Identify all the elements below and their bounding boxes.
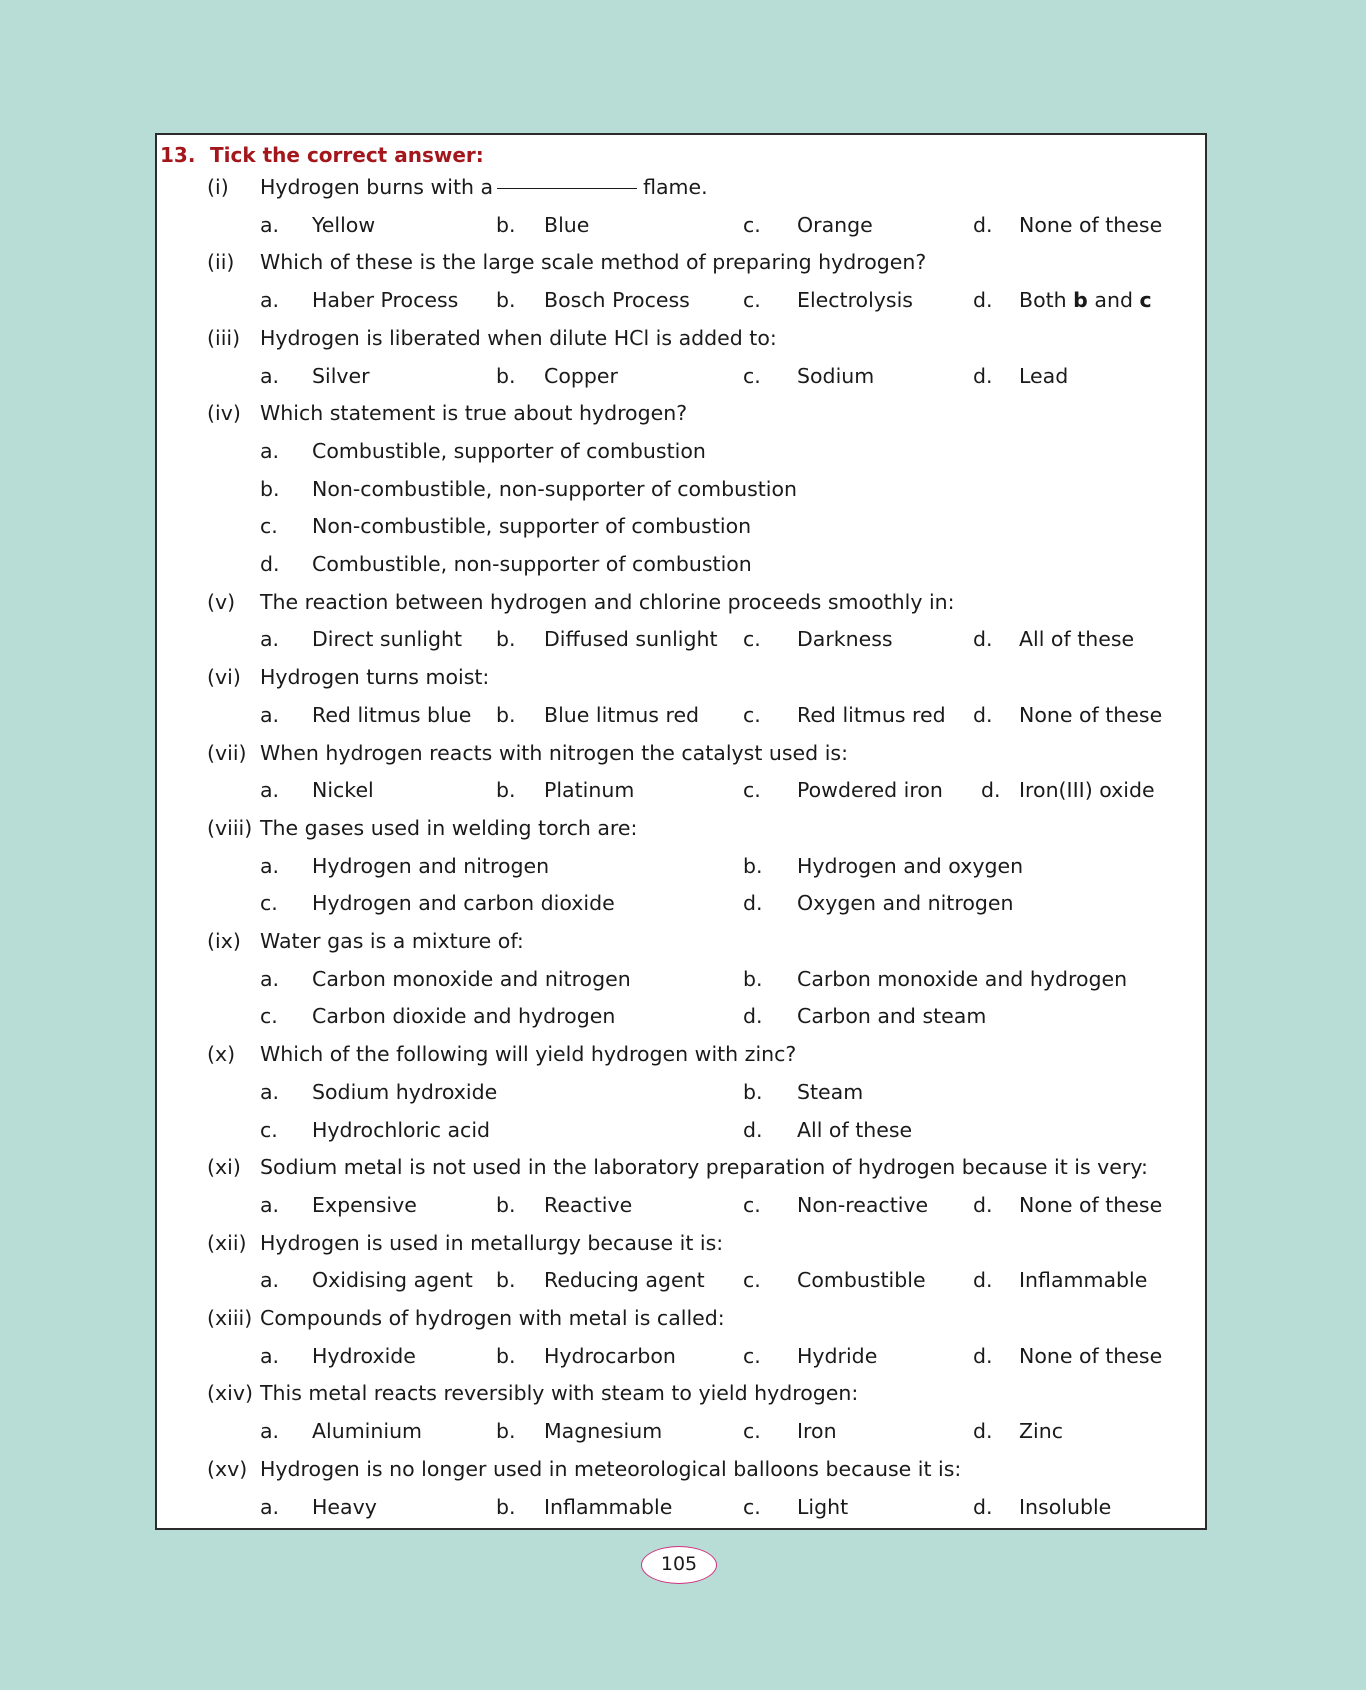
option-c[interactable]: Red litmus red bbox=[797, 702, 946, 727]
option-c[interactable]: Non-reactive bbox=[797, 1192, 929, 1217]
option-label-d: d. bbox=[973, 627, 993, 652]
option-d[interactable]: All of these bbox=[1019, 627, 1135, 652]
question-heading bbox=[160, 138, 484, 172]
options-line bbox=[157, 546, 1205, 584]
question-number: 13. bbox=[160, 143, 196, 167]
option-d-bold: b bbox=[1073, 288, 1088, 313]
question-text-part: flame. bbox=[643, 175, 708, 199]
option-c[interactable]: Carbon dioxide and hydrogen bbox=[312, 1004, 616, 1029]
question-text: Which of the following will yield hydrogen with zinc? bbox=[260, 1042, 797, 1067]
option-d-bold: c bbox=[1139, 288, 1152, 313]
options-line bbox=[157, 1338, 1205, 1376]
option-b[interactable]: Hydrogen and oxygen bbox=[797, 853, 1024, 878]
question-number: (xiii) bbox=[207, 1306, 253, 1330]
question-line bbox=[157, 659, 1205, 697]
option-label-c: c. bbox=[743, 288, 761, 313]
question-line bbox=[157, 584, 1205, 622]
option-label-d: d. bbox=[743, 1117, 763, 1142]
options-line bbox=[157, 207, 1205, 245]
question-line bbox=[157, 244, 1205, 282]
option-c[interactable]: Electrolysis bbox=[797, 288, 913, 313]
option-label-a: a. bbox=[260, 853, 280, 878]
option-label-d: d. bbox=[973, 1343, 993, 1368]
option-label-d: d. bbox=[973, 702, 993, 727]
option-label-d: d. bbox=[973, 288, 993, 313]
option-b[interactable]: Blue litmus red bbox=[544, 702, 700, 727]
option-a[interactable]: Oxidising agent bbox=[312, 1268, 473, 1293]
option-b[interactable]: Non-combustible, non-supporter of combustion bbox=[312, 476, 798, 501]
option-label-a: a. bbox=[260, 363, 280, 388]
option-d-text: Both bbox=[1019, 288, 1067, 313]
option-a[interactable]: Hydroxide bbox=[312, 1343, 416, 1368]
answer-blank bbox=[497, 187, 637, 189]
question-line bbox=[157, 1036, 1205, 1074]
option-label-a: a. bbox=[260, 288, 280, 313]
option-c[interactable]: Hydrochloric acid bbox=[312, 1117, 491, 1142]
option-c[interactable]: Light bbox=[797, 1494, 849, 1519]
option-label-b: b. bbox=[496, 1192, 516, 1217]
question-number: (xv) bbox=[207, 1456, 248, 1481]
option-label-c: c. bbox=[743, 778, 761, 803]
option-label-c: c. bbox=[260, 514, 278, 539]
option-label-b: b. bbox=[743, 966, 763, 991]
options-line bbox=[157, 998, 1205, 1036]
question-line bbox=[157, 395, 1205, 433]
option-label-c: c. bbox=[743, 1343, 761, 1368]
question-text: The gases used in welding torch are: bbox=[260, 815, 638, 840]
options-line bbox=[157, 508, 1205, 546]
option-label-b: b. bbox=[496, 288, 516, 313]
options-line bbox=[157, 1413, 1205, 1451]
option-d[interactable]: None of these bbox=[1019, 702, 1163, 727]
option-label-b: b. bbox=[496, 363, 516, 388]
option-d[interactable]: Lead bbox=[1019, 363, 1069, 388]
question-number: (ix) bbox=[207, 929, 241, 953]
question-number: (iv) bbox=[207, 401, 241, 426]
option-b[interactable]: Copper bbox=[544, 363, 618, 388]
option-label-c: c. bbox=[260, 891, 278, 916]
option-label-b: b. bbox=[496, 627, 516, 652]
option-c[interactable]: Combustible bbox=[797, 1268, 926, 1293]
option-label-c: c. bbox=[743, 627, 761, 652]
option-d[interactable]: All of these bbox=[797, 1117, 913, 1142]
page-number: 105 bbox=[641, 1546, 717, 1584]
question-number: (ii) bbox=[207, 250, 235, 275]
question-text: Compounds of hydrogen with metal is called: bbox=[260, 1306, 725, 1330]
option-a[interactable]: Heavy bbox=[312, 1494, 377, 1519]
option-c[interactable]: Non-combustible, supporter of combustion bbox=[312, 514, 752, 539]
option-label-b: b. bbox=[496, 1343, 516, 1368]
question-text: Which statement is true about hydrogen? bbox=[260, 401, 688, 426]
option-d[interactable]: None of these bbox=[1019, 1343, 1163, 1368]
question-number: (viii) bbox=[207, 815, 253, 840]
options-line bbox=[157, 1262, 1205, 1300]
question-number: (xi) bbox=[207, 1155, 241, 1180]
option-b[interactable]: Reactive bbox=[544, 1192, 633, 1217]
question-text: This metal reacts reversibly with steam to yield hydrogen: bbox=[260, 1381, 859, 1406]
option-label-a: a. bbox=[260, 438, 280, 463]
option-label-a: a. bbox=[260, 1268, 280, 1293]
question-line bbox=[157, 1451, 1205, 1489]
question-line bbox=[157, 1225, 1205, 1263]
option-label-d: d. bbox=[981, 778, 1001, 803]
option-label-b: b. bbox=[743, 1079, 763, 1104]
option-b[interactable]: Hydrocarbon bbox=[544, 1343, 676, 1368]
question-line bbox=[157, 810, 1205, 848]
option-label-c: c. bbox=[743, 1419, 761, 1444]
option-label-c: c. bbox=[743, 363, 761, 388]
question-line bbox=[157, 1375, 1205, 1413]
option-d[interactable]: Inflammable bbox=[1019, 1268, 1148, 1293]
option-label-a: a. bbox=[260, 778, 280, 803]
option-label-a: a. bbox=[260, 702, 280, 727]
option-d[interactable]: Insoluble bbox=[1019, 1494, 1112, 1519]
question-number: (i) bbox=[207, 175, 229, 199]
option-a[interactable]: Sodium hydroxide bbox=[312, 1079, 498, 1104]
option-label-b: b. bbox=[743, 853, 763, 878]
option-c[interactable]: Hydride bbox=[797, 1343, 878, 1368]
option-a[interactable]: Yellow bbox=[312, 212, 376, 237]
option-label-a: a. bbox=[260, 966, 280, 991]
option-label-d: d. bbox=[743, 1004, 763, 1029]
option-label-b: b. bbox=[260, 476, 280, 501]
options-line bbox=[157, 1112, 1205, 1150]
option-c[interactable]: Darkness bbox=[797, 627, 893, 652]
option-label-d: d. bbox=[260, 552, 280, 576]
question-number: (xii) bbox=[207, 1230, 247, 1255]
option-label-c: c. bbox=[743, 212, 761, 237]
question-line bbox=[157, 735, 1205, 773]
option-a[interactable]: Direct sunlight bbox=[312, 627, 462, 652]
option-label-b: b. bbox=[496, 1419, 516, 1444]
option-a[interactable]: Expensive bbox=[312, 1192, 417, 1217]
question-title: Tick the correct answer: bbox=[210, 143, 484, 167]
question-text: When hydrogen reacts with nitrogen the catalyst used is: bbox=[260, 740, 848, 765]
question-number: (vi) bbox=[207, 665, 241, 690]
option-d[interactable]: Carbon and steam bbox=[797, 1004, 987, 1029]
options-line bbox=[157, 282, 1205, 320]
option-b[interactable]: Steam bbox=[797, 1079, 864, 1104]
option-a[interactable]: Silver bbox=[312, 363, 370, 388]
option-d[interactable]: None of these bbox=[1019, 212, 1163, 237]
question-box bbox=[155, 133, 1207, 1530]
option-label-d: d. bbox=[743, 891, 763, 916]
option-c[interactable]: Iron bbox=[797, 1419, 837, 1444]
question-text: Sodium metal is not used in the laboratory preparation of hydrogen because it is very: bbox=[260, 1155, 1148, 1180]
option-label-b: b. bbox=[496, 1268, 516, 1293]
option-b[interactable]: Blue bbox=[544, 212, 590, 237]
option-d[interactable]: Oxygen and nitrogen bbox=[797, 891, 1014, 916]
option-label-a: a. bbox=[260, 1494, 280, 1519]
options-line bbox=[157, 848, 1205, 886]
option-d[interactable]: Zinc bbox=[1019, 1419, 1064, 1444]
question-text: Hydrogen is liberated when dilute HCl is added to: bbox=[260, 325, 777, 350]
option-label-c: c. bbox=[260, 1117, 278, 1142]
option-a[interactable]: Red litmus blue bbox=[312, 702, 472, 727]
option-d[interactable]: None of these bbox=[1019, 1192, 1163, 1217]
option-label-a: a. bbox=[260, 1419, 280, 1444]
question-line bbox=[157, 1300, 1205, 1338]
option-b[interactable]: Inflammable bbox=[544, 1494, 673, 1519]
question-text: Which of these is the large scale method of preparing hydrogen? bbox=[260, 250, 927, 275]
option-a[interactable]: Carbon monoxide and nitrogen bbox=[312, 966, 631, 991]
option-label-d: d. bbox=[973, 363, 993, 388]
question-number: (x) bbox=[207, 1042, 236, 1067]
options-line bbox=[157, 433, 1205, 471]
option-label-a: a. bbox=[260, 1343, 280, 1368]
option-a[interactable]: Combustible, supporter of combustion bbox=[312, 438, 706, 463]
option-label-c: c. bbox=[260, 1004, 278, 1029]
option-b[interactable]: Carbon monoxide and hydrogen bbox=[797, 966, 1128, 991]
option-c[interactable]: Sodium bbox=[797, 363, 875, 388]
question-line bbox=[157, 1149, 1205, 1187]
option-label-c: c. bbox=[743, 1268, 761, 1293]
option-a[interactable]: Hydrogen and nitrogen bbox=[312, 853, 550, 878]
option-label-b: b. bbox=[496, 702, 516, 727]
options-line bbox=[157, 1489, 1205, 1527]
question-number: (vii) bbox=[207, 740, 247, 765]
question-number: (iii) bbox=[207, 325, 241, 350]
option-label-a: a. bbox=[260, 1079, 280, 1104]
option-b[interactable]: Magnesium bbox=[544, 1419, 663, 1444]
option-b[interactable]: Bosch Process bbox=[544, 288, 690, 313]
question-line bbox=[157, 923, 1205, 961]
question-number: (xiv) bbox=[207, 1381, 253, 1406]
question-text: The reaction between hydrogen and chlorine proceeds smoothly in: bbox=[260, 589, 955, 614]
options-line bbox=[157, 1074, 1205, 1112]
question-text: Water gas is a mixture of: bbox=[260, 929, 524, 953]
question-number: (v) bbox=[207, 589, 236, 614]
option-d[interactable]: Combustible, non-supporter of combustion bbox=[312, 552, 752, 576]
option-b[interactable]: Reducing agent bbox=[544, 1268, 705, 1293]
option-a[interactable]: Nickel bbox=[312, 778, 374, 803]
option-b[interactable]: Diffused sunlight bbox=[544, 627, 718, 652]
question-text: Hydrogen turns moist: bbox=[260, 665, 490, 690]
question-line bbox=[157, 169, 1205, 207]
option-label-d: d. bbox=[973, 212, 993, 237]
options-line bbox=[157, 697, 1205, 735]
option-label-b: b. bbox=[496, 778, 516, 803]
question-text: Hydrogen is no longer used in meteorological balloons because it is: bbox=[260, 1456, 962, 1481]
options-line bbox=[157, 358, 1205, 396]
option-label-c: c. bbox=[743, 1192, 761, 1217]
option-label-c: c. bbox=[743, 1494, 761, 1519]
option-label-c: c. bbox=[743, 702, 761, 727]
option-c[interactable]: Hydrogen and carbon dioxide bbox=[312, 891, 615, 916]
options-line bbox=[157, 772, 1205, 810]
option-c[interactable]: Orange bbox=[797, 212, 873, 237]
option-label-d: d. bbox=[973, 1419, 993, 1444]
option-label-b: b. bbox=[496, 1494, 516, 1519]
option-d-text: and bbox=[1094, 288, 1133, 313]
option-c[interactable]: Powdered iron bbox=[797, 778, 943, 803]
option-d[interactable] bbox=[1019, 282, 1152, 320]
option-b[interactable]: Platinum bbox=[544, 778, 635, 803]
option-label-d: d. bbox=[973, 1268, 993, 1293]
option-label-a: a. bbox=[260, 627, 280, 652]
option-label-a: a. bbox=[260, 212, 280, 237]
options-line bbox=[157, 621, 1205, 659]
option-a[interactable]: Haber Process bbox=[312, 288, 459, 313]
question-line bbox=[157, 320, 1205, 358]
option-label-d: d. bbox=[973, 1494, 993, 1519]
option-label-d: d. bbox=[973, 1192, 993, 1217]
options-line bbox=[157, 885, 1205, 923]
question-text bbox=[260, 169, 708, 207]
option-d[interactable]: Iron(III) oxide bbox=[1019, 778, 1155, 803]
options-line bbox=[157, 961, 1205, 999]
option-a[interactable]: Aluminium bbox=[312, 1419, 423, 1444]
question-text-part: Hydrogen burns with a bbox=[260, 175, 494, 199]
option-label-b: b. bbox=[496, 212, 516, 237]
question-text: Hydrogen is used in metallurgy because it is: bbox=[260, 1230, 724, 1255]
options-line bbox=[157, 1187, 1205, 1225]
option-label-a: a. bbox=[260, 1192, 280, 1217]
options-line bbox=[157, 471, 1205, 509]
